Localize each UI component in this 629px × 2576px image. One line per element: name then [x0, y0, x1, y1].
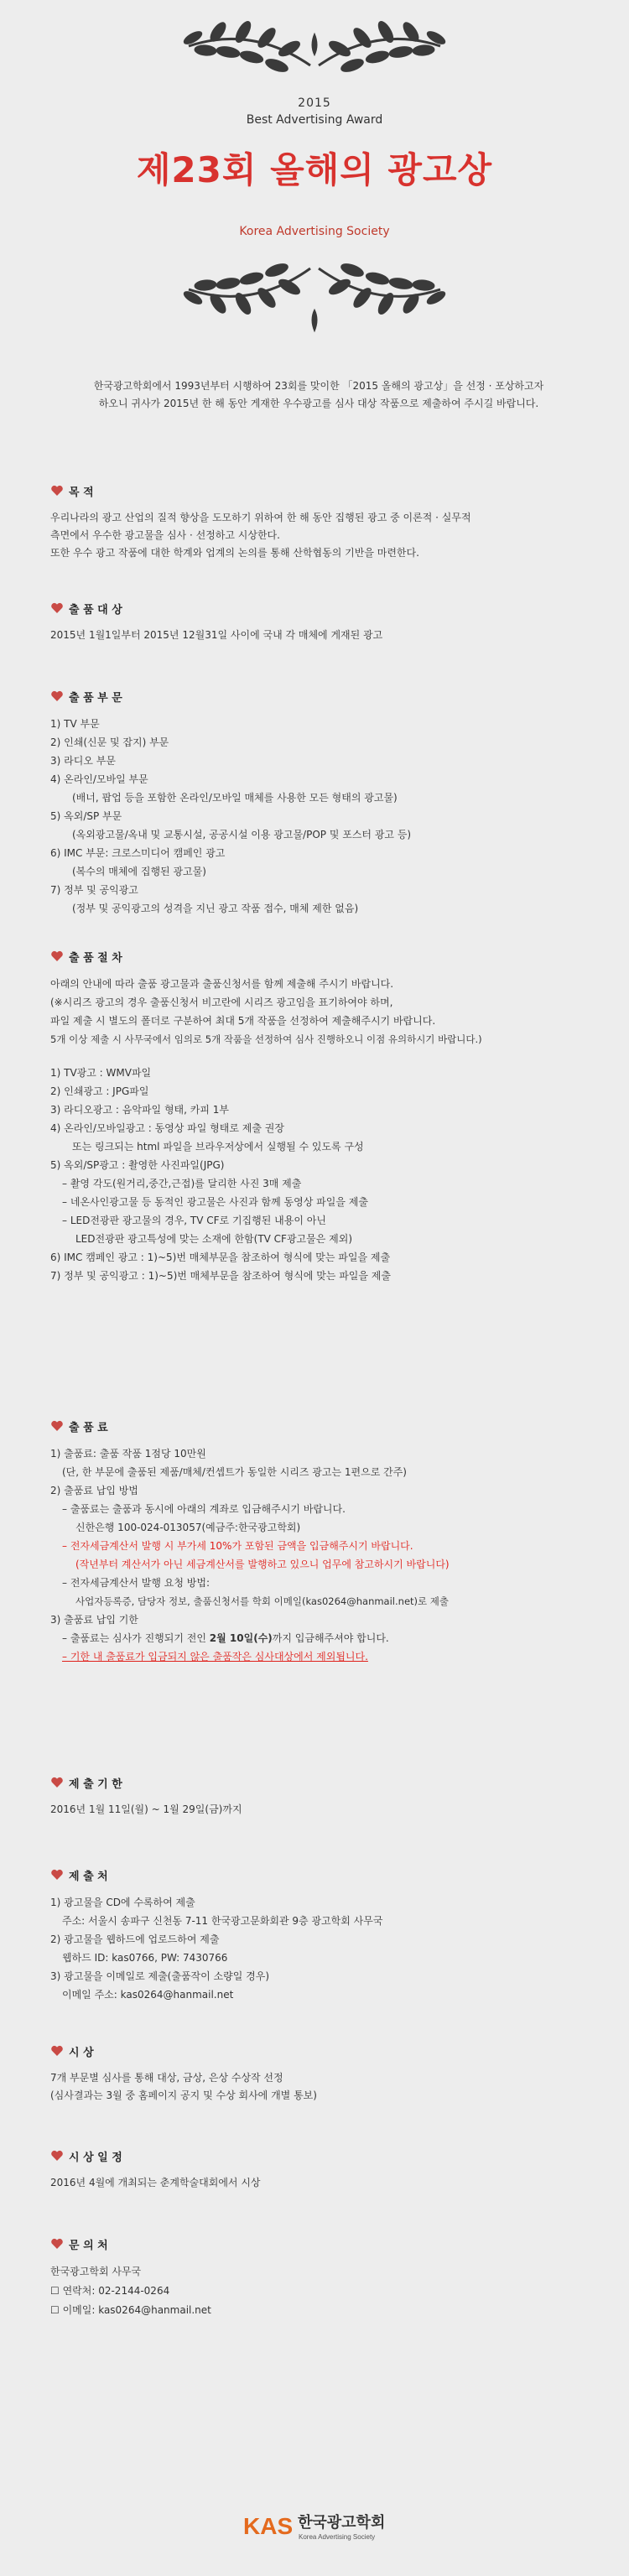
laurel-bottom-icon — [0, 252, 629, 344]
logo-sub: Korea Advertising Society — [299, 2533, 376, 2541]
list-item-note: (단, 한 부문에 출품된 제품/매체/컨셉트가 동일한 시리즈 광고는 1편으로 간주) — [62, 1466, 407, 1478]
section-submit — [50, 1866, 587, 2004]
list-item: 3) 라디오광고 : 음악파일 형태, 카피 1부 — [50, 1104, 229, 1116]
list-item-note: – LED전광판 광고물의 경우, TV CF로 기집행된 내용이 아닌 — [62, 1215, 326, 1226]
heart-icon — [50, 1419, 64, 1433]
heart-icon — [50, 2237, 64, 2251]
section-procedure — [50, 948, 587, 1285]
list-item: 2) 인쇄광고 : JPG파일 — [50, 1085, 149, 1097]
section-title-text: 출 품 절 차 — [69, 951, 122, 965]
heart-icon — [50, 2149, 64, 2162]
list-item-note: – 전자세금계산서 발행 요청 방법: — [62, 1577, 210, 1589]
list-item: 7) 정부 및 공익광고 : 1)~5)번 매체부문을 참조하여 형식에 맞는 파일을 제출 — [50, 1270, 391, 1282]
list-item-note: (배너, 팝업 등을 포함한 온라인/모바일 매체를 사용한 모든 형태의 광고물) — [72, 792, 398, 804]
bank-account: 신한은행 100-024-013057(예금주:한국광고학회) — [75, 1522, 301, 1533]
section-title-text: 문 의 처 — [69, 2239, 108, 2252]
heart-icon — [50, 601, 64, 615]
section-title — [50, 2147, 587, 2164]
laurel-top-icon — [0, 0, 629, 101]
list-item: 6) IMC 부문: 크로스미디어 캠페인 광고 — [50, 847, 226, 859]
section-title — [50, 2235, 587, 2252]
logo-mark: KAS — [243, 2513, 294, 2539]
payment-deadline-note — [50, 1629, 587, 1647]
section-target — [50, 600, 587, 644]
tax-invoice-note: (작년부터 계산서가 아닌 세금계산서를 발행하고 있으니 업무에 참고하시기 바랍니다) — [75, 1559, 450, 1570]
section-schedule — [50, 2147, 587, 2192]
list-item: 5) 옥외/SP 부문 — [50, 810, 122, 822]
list-item: 2) 출품료 납입 방법 — [50, 1485, 138, 1496]
section-categories — [50, 688, 587, 918]
kas-logo-icon — [0, 2504, 629, 2546]
payment-deadline-tail: 까지 입금해주셔야 합니다. — [272, 1632, 389, 1644]
list-item: 3) 출품료 납입 기한 — [50, 1614, 138, 1626]
exclusion-warning: – 기한 내 출품료가 입금되지 않은 출품작은 심사대상에서 제외됩니다. — [62, 1651, 368, 1663]
intro-paragraph — [59, 377, 579, 413]
contact-phone: ☐ 연락처: 02-2144-0264 — [50, 2285, 170, 2297]
payment-deadline-date: 2월 10일(수) — [209, 1632, 273, 1644]
list-item: 1) TV 부문 — [50, 718, 100, 730]
section-title — [50, 2043, 587, 2059]
award-year: 2015 — [298, 96, 331, 110]
list-item: 1) 출품료: 출품 작품 1점당 10만원 — [50, 1448, 206, 1460]
list-item: 5) 옥외/SP광고 : 촬영한 사진파일(JPG) — [50, 1159, 225, 1171]
list-item: 1) 광고물을 CD에 수록하여 제출 — [50, 1897, 195, 1908]
list-item: 1) TV광고 : WMV파일 — [50, 1067, 152, 1079]
list-item: 4) 온라인/모바일광고 : 동영상 파일 형태로 제출 권장 — [50, 1122, 284, 1134]
section-title — [50, 1866, 587, 1883]
list-item-note: 또는 링크되는 html 파일을 브라우저상에서 실행될 수 있도록 구성 — [72, 1141, 364, 1153]
section-title-text: 출 품 대 상 — [69, 603, 122, 617]
society-name: Korea Advertising Society — [239, 225, 390, 238]
list-item-note: – 촬영 각도(원거리,중간,근접)를 달리한 사진 3매 제출 — [62, 1178, 302, 1189]
intro-line: 하오니 귀사가 2015년 한 해 동안 게재한 우수광고를 심사 대상 작품으로 제출하여 주시길 바랍니다. — [98, 398, 539, 409]
list-item-note: (복수의 매체에 집행된 광고물) — [72, 866, 206, 877]
contact-office: 한국광고학회 사무국 — [50, 2266, 142, 2277]
section-title-text: 출 품 부 문 — [69, 691, 122, 705]
text-line: 7개 부문별 심사를 통해 대상, 금상, 은상 수상작 선정 — [50, 2072, 283, 2084]
email-link[interactable]: 이메일 주소: kas0264@hanmail.net — [62, 1989, 234, 2001]
section-title — [50, 948, 587, 965]
list-item: 3) 라디오 부문 — [50, 755, 116, 767]
contact-email[interactable]: ☐ 이메일: kas0264@hanmail.net — [50, 2304, 211, 2316]
text-line: 파일 제출 시 별도의 폴더로 구분하여 최대 5개 작품을 선정하여 제출해주시기 바랍니다. — [50, 1015, 436, 1027]
text-line: 아래의 안내에 따라 출품 광고물과 출품신청서를 함께 제출해 주시기 바랍니다. — [50, 978, 394, 990]
logo-name: 한국광고학회 — [298, 2514, 386, 2532]
text-line: 2016년 4월에 개최되는 춘계학술대회에서 시상 — [50, 2177, 261, 2188]
award-header — [0, 0, 629, 361]
heart-icon — [50, 484, 64, 497]
section-title-text: 제 출 처 — [69, 1870, 108, 1883]
list-item: 6) IMC 캠페인 광고 : 1)~5)번 매체부문을 참조하여 형식에 맞는 파일을 제출 — [50, 1252, 391, 1263]
text-line: 2016년 1월 11일(월) ~ 1월 29일(금)까지 — [50, 1803, 242, 1815]
text-line: 2015년 1월1일부터 2015년 12월31일 사이에 국내 각 매체에 게재된 광고 — [50, 629, 383, 641]
section-contact — [50, 2235, 587, 2320]
heart-icon — [50, 1776, 64, 1789]
list-item: 2) 광고물을 웹하드에 업로드하여 제출 — [50, 1933, 220, 1945]
list-item: 2) 인쇄(신문 및 잡지) 부문 — [50, 736, 169, 748]
list-item-note: – 네온사인광고물 등 동적인 광고물은 사진과 함께 동영상 파일을 제출 — [62, 1196, 368, 1208]
heart-icon — [50, 690, 64, 703]
text-line: 또한 우수 광고 작품에 대한 학계와 업계의 논의를 통해 산학협동의 기반을 마련한다. — [50, 547, 419, 559]
list-item-note: (정부 및 공익광고의 성격을 지닌 광고 작품 접수, 매체 제한 없음) — [72, 903, 359, 914]
list-item-note: LED전광판 광고특성에 맞는 소재에 한함(TV CF광고물은 제외) — [75, 1233, 353, 1245]
text-line: 우리나라의 광고 산업의 질적 향상을 도모하기 위하여 한 해 동안 집행된 광고 중 이론적 · 실무적 — [50, 512, 471, 523]
payment-deadline-text: – 출품료는 심사가 진행되기 전인 — [62, 1632, 206, 1644]
section-fee — [50, 1418, 587, 1666]
list-item-note: – 출품료는 출품과 동시에 아래의 계좌로 입금해주시기 바랍니다. — [62, 1503, 346, 1515]
text-line: 측면에서 우수한 광고물을 심사 · 선정하고 시상한다. — [50, 529, 280, 541]
section-title — [50, 688, 587, 705]
heart-icon — [50, 2044, 64, 2058]
heart-icon — [50, 1868, 64, 1881]
text-line: 5개 이상 제출 시 사무국에서 임의로 5개 작품을 선정하여 심사 진행하오니 이점 유의하시기 바랍니다.) — [50, 1033, 482, 1045]
webhard-credentials: 웹하드 ID: kas0766, PW: 7430766 — [62, 1952, 228, 1964]
section-deadline — [50, 1774, 587, 1819]
text-line: (심사결과는 3월 중 홈페이지 공지 및 수상 회사에 개별 통보) — [50, 2089, 317, 2101]
section-title — [50, 600, 587, 617]
list-item: 7) 정부 및 공익광고 — [50, 884, 138, 896]
section-purpose — [50, 482, 587, 562]
section-award — [50, 2043, 587, 2105]
list-item-note: 사업자등록증, 담당자 정보, 출품신청서를 학회 이메일(kas0264@hanmail.net)로 제출 — [75, 1595, 449, 1607]
text-line: (※시리즈 광고의 경우 출품신청서 비고란에 시리즈 광고임을 표기하여야 하며, — [50, 997, 393, 1008]
section-title-text: 제 출 기 한 — [69, 1777, 122, 1791]
heart-icon — [50, 950, 64, 963]
section-title-text: 시 상 — [69, 2046, 94, 2059]
intro-line: 한국광고학회에서 1993년부터 시행하여 23회를 맞이한 「2015 올해의 광고상」을 선정 · 포상하고자 — [93, 380, 544, 392]
section-title — [50, 482, 587, 499]
page-title: 제23회 올해의 광고상 — [136, 149, 493, 190]
address: 주소: 서울시 송파구 신천동 7-11 한국광고문화회관 9층 광고학회 사무국 — [62, 1915, 383, 1927]
list-item: 3) 광고물을 이메일로 제출(출품작이 소량일 경우) — [50, 1970, 270, 1982]
section-title-text: 목 적 — [69, 486, 94, 499]
award-name: Best Advertising Award — [246, 113, 383, 127]
section-title-text: 시 상 일 정 — [69, 2151, 122, 2164]
list-item: 4) 온라인/모바일 부문 — [50, 773, 148, 785]
list-item-note: (옥외광고물/옥내 및 교통시설, 공공시설 이용 광고물/POP 및 포스터 광고 등) — [72, 829, 412, 840]
section-title — [50, 1774, 587, 1791]
footer-logo — [0, 2504, 629, 2546]
tax-invoice-notice: – 전자세금계산서 발행 시 부가세 10%가 포함된 금액을 입금해주시기 바랍니다. — [62, 1540, 413, 1552]
section-title — [50, 1418, 587, 1434]
section-title-text: 출 품 료 — [69, 1421, 108, 1434]
